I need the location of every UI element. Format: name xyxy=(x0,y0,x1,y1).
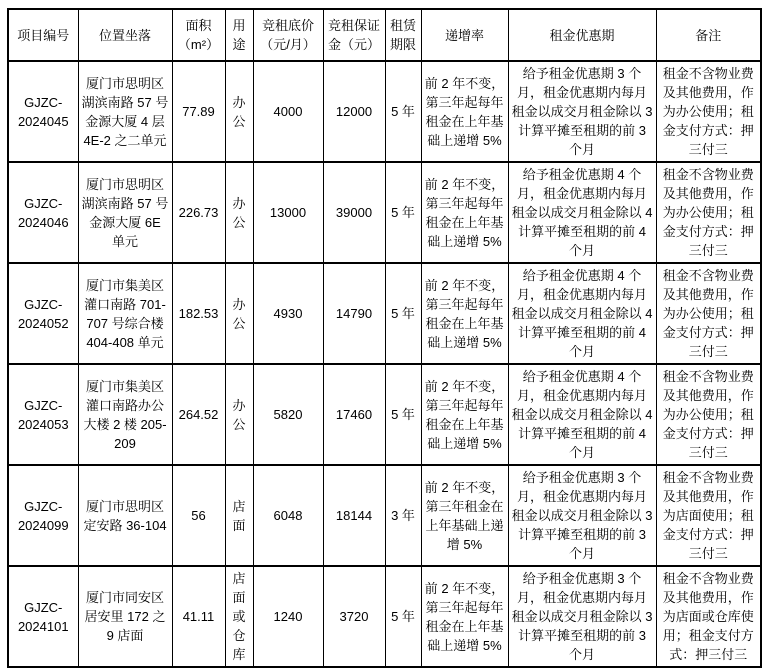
column-header: 位置坐落 xyxy=(78,9,172,61)
table-cell: 39000 xyxy=(323,162,385,263)
table-cell: 前 2 年不变，第三年起每年租金在上年基础上递增 5% xyxy=(421,61,508,162)
table-cell: GJZC-2024052 xyxy=(8,263,78,364)
table-cell: 12000 xyxy=(323,61,385,162)
table-cell: 5 年 xyxy=(385,364,421,465)
table-cell: 41.11 xyxy=(172,566,225,667)
table-cell: 18144 xyxy=(323,465,385,566)
table-cell: 前 2 年不变，第三年起每年租金在上年基础上递增 5% xyxy=(421,263,508,364)
table-cell: 4930 xyxy=(253,263,323,364)
table-cell: 264.52 xyxy=(172,364,225,465)
table-cell: 租金不含物业费及其他费用，作为店面使用；租金支付方式：押三付三 xyxy=(656,465,761,566)
table-cell: 给予租金优惠期 3 个月，租金优惠期内每月租金以成交月租金除以 3 计算平摊至租期的前 3 个月 xyxy=(508,566,656,667)
table-cell: 226.73 xyxy=(172,162,225,263)
rental-listings-table xyxy=(7,8,762,668)
table-cell: 4000 xyxy=(253,61,323,162)
table-row xyxy=(8,465,761,566)
table-cell: 厦门市思明区定安路 36-104 xyxy=(78,465,172,566)
table-row xyxy=(8,566,761,667)
table-cell: 17460 xyxy=(323,364,385,465)
column-header: 竞租底价（元/月） xyxy=(253,9,323,61)
table-cell: 182.53 xyxy=(172,263,225,364)
table-cell: GJZC-2024046 xyxy=(8,162,78,263)
table-cell: 租金不含物业费及其他费用，作为办公使用；租金支付方式：押三付三 xyxy=(656,61,761,162)
table-cell: 5 年 xyxy=(385,61,421,162)
table-cell: 前 2 年不变，第三年租金在上年基础上递增 5% xyxy=(421,465,508,566)
table-cell: 给予租金优惠期 4 个月，租金优惠期内每月租金以成交月租金除以 4 计算平摊至租期的前 4 个月 xyxy=(508,162,656,263)
table-cell: GJZC-2024099 xyxy=(8,465,78,566)
table-cell: 租金不含物业费及其他费用，作为办公使用；租金支付方式：押三付三 xyxy=(656,263,761,364)
table-cell: 3 年 xyxy=(385,465,421,566)
table-cell: GJZC-2024053 xyxy=(8,364,78,465)
table-cell: 厦门市集美区灌口南路 701-707 号综合楼 404-408 单元 xyxy=(78,263,172,364)
table-cell: 厦门市集美区灌口南路办公大楼 2 楼 205-209 xyxy=(78,364,172,465)
table-cell: GJZC-2024045 xyxy=(8,61,78,162)
column-header: 项目编号 xyxy=(8,9,78,61)
table-cell: 厦门市思明区湖滨南路 57 号金源大厦 6E 单元 xyxy=(78,162,172,263)
table-cell: GJZC-2024101 xyxy=(8,566,78,667)
column-header: 租金优惠期 xyxy=(508,9,656,61)
table-cell: 给予租金优惠期 3 个月，租金优惠期内每月租金以成交月租金除以 3 计算平摊至租期的前 3 个月 xyxy=(508,465,656,566)
table-cell: 5820 xyxy=(253,364,323,465)
column-header: 竞租保证金（元） xyxy=(323,9,385,61)
table-cell: 办公 xyxy=(225,364,253,465)
table-cell: 租金不含物业费及其他费用，作为办公使用；租金支付方式：押三付三 xyxy=(656,364,761,465)
table-row xyxy=(8,364,761,465)
table-row xyxy=(8,263,761,364)
table-cell: 厦门市同安区居安里 172 之 9 店面 xyxy=(78,566,172,667)
table-cell: 13000 xyxy=(253,162,323,263)
table-cell: 前 2 年不变，第三年起每年租金在上年基础上递增 5% xyxy=(421,566,508,667)
table-row xyxy=(8,162,761,263)
table-cell: 5 年 xyxy=(385,566,421,667)
table-cell: 56 xyxy=(172,465,225,566)
header-row xyxy=(8,9,761,61)
column-header: 备注 xyxy=(656,9,761,61)
column-header: 面积（m²） xyxy=(172,9,225,61)
table-cell: 给予租金优惠期 3 个月，租金优惠期内每月租金以成交月租金除以 3 计算平摊至租期的前 3 个月 xyxy=(508,61,656,162)
table-cell: 14790 xyxy=(323,263,385,364)
table-cell: 给予租金优惠期 4 个月，租金优惠期内每月租金以成交月租金除以 4 计算平摊至租期的前 4 个月 xyxy=(508,263,656,364)
table-cell: 办公 xyxy=(225,263,253,364)
table-cell: 办公 xyxy=(225,162,253,263)
table-cell: 店面或仓库 xyxy=(225,566,253,667)
table-cell: 5 年 xyxy=(385,263,421,364)
table-cell: 办公 xyxy=(225,61,253,162)
column-header: 用途 xyxy=(225,9,253,61)
table-cell: 5 年 xyxy=(385,162,421,263)
column-header: 租赁期限 xyxy=(385,9,421,61)
table-row xyxy=(8,61,761,162)
table-cell: 前 2 年不变，第三年起每年租金在上年基础上递增 5% xyxy=(421,364,508,465)
table-cell: 77.89 xyxy=(172,61,225,162)
table-cell: 店面 xyxy=(225,465,253,566)
table-cell: 租金不含物业费及其他费用，作为办公使用；租金支付方式：押三付三 xyxy=(656,162,761,263)
table-cell: 前 2 年不变，第三年起每年租金在上年基础上递增 5% xyxy=(421,162,508,263)
table-cell: 给予租金优惠期 4 个月，租金优惠期内每月租金以成交月租金除以 4 计算平摊至租期的前 4 个月 xyxy=(508,364,656,465)
table-cell: 租金不含物业费及其他费用，作为店面或仓库使用；租金支付方式：押三付三 xyxy=(656,566,761,667)
table-body xyxy=(8,61,761,667)
table-cell: 厦门市思明区湖滨南路 57 号金源大厦 4 层 4E-2 之二单元 xyxy=(78,61,172,162)
table-cell: 1240 xyxy=(253,566,323,667)
table-cell: 6048 xyxy=(253,465,323,566)
column-header: 递增率 xyxy=(421,9,508,61)
table-header xyxy=(8,9,761,61)
table-cell: 3720 xyxy=(323,566,385,667)
